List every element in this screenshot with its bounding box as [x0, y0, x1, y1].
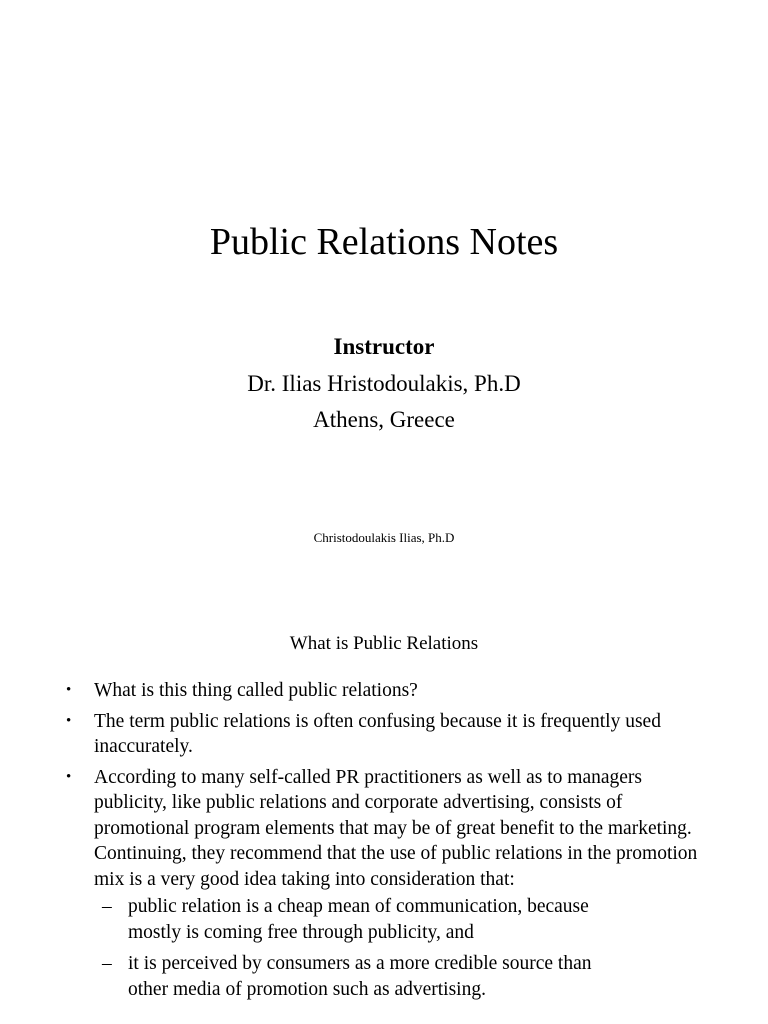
- bullet-list: [0, 678, 768, 1008]
- bullet-text: The term public relations is often confusing because it is frequently used inaccurately.: [94, 710, 661, 757]
- slide-title: Public Relations Notes: [209, 221, 559, 263]
- sub-bullet-text: it is perceived by consumers as a more credible source than other media of promotion such as advertising.: [128, 953, 592, 1000]
- bullet-text: What is this thing called public relations?: [94, 680, 418, 701]
- sub-bullet-item: [0, 951, 708, 1002]
- section-title: What is Public Relations: [289, 633, 479, 654]
- footer-credit: Christodoulakis Ilias, Ph.D: [313, 530, 455, 545]
- instructor-label: Instructor: [333, 334, 435, 359]
- bullet-item: [0, 765, 768, 1003]
- instructor-location: Athens, Greece: [313, 407, 455, 432]
- instructor-name: Dr. Ilias Hristodoulakis, Ph.D: [247, 371, 521, 396]
- bullet-dot-icon: •: [66, 682, 72, 698]
- bullet-dot-icon: •: [66, 768, 72, 785]
- bullet-dot-icon: •: [66, 712, 72, 729]
- sub-bullet-list: [94, 894, 708, 1002]
- bullet-text: According to many self-called PR practitioners as well as to managers publicity, like public relations and corporate advertising, consists of promotional program elements that may be of great benefit to the marketing. Continuing, they recommend that the use of public relations in the promotion mix is a very good idea taking into consideration that:: [94, 766, 698, 890]
- bullet-item: [0, 709, 768, 760]
- sub-bullet-text: public relation is a cheap mean of communication, because mostly is coming free through publicity, and: [128, 896, 589, 943]
- dash-icon: –: [102, 953, 112, 974]
- sub-bullet-item: [0, 894, 708, 945]
- bullet-item: [0, 678, 768, 704]
- dash-icon: –: [102, 896, 112, 917]
